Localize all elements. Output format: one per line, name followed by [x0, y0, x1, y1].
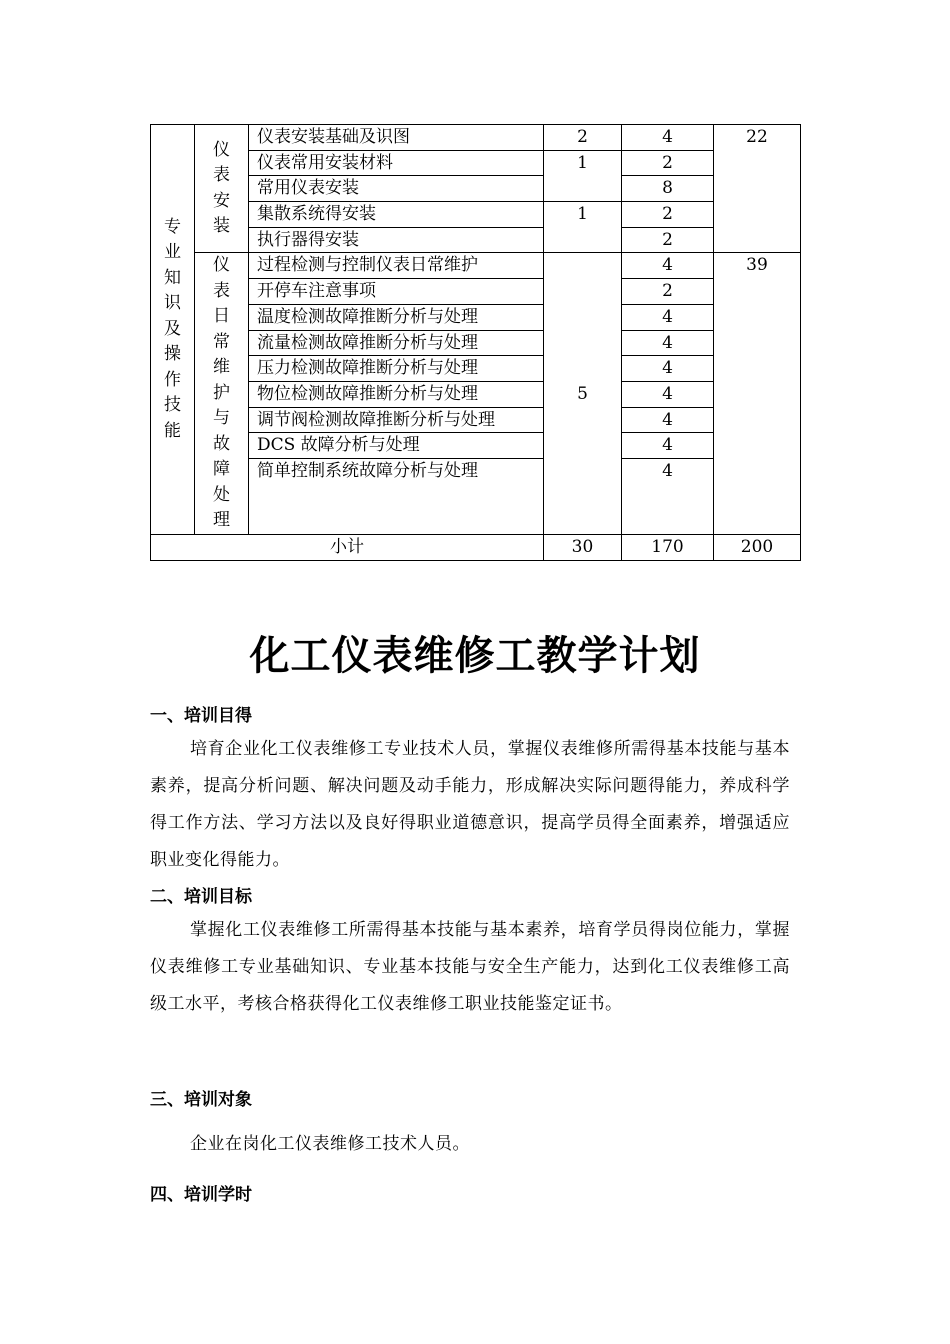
group1-label-char: 安	[213, 190, 230, 211]
section-heading: 四、培训学时	[150, 1185, 252, 1205]
table-cell-practice: 2	[622, 150, 714, 176]
category-label-char: 知	[164, 267, 181, 288]
table-cell-item: 温度检测故障推断分析与处理	[249, 304, 544, 330]
table-cell-item: 调节阀检测故障推断分析与处理	[249, 407, 544, 433]
section-heading: 二、培训目标	[150, 887, 252, 907]
group2-label-char: 维	[213, 357, 230, 378]
group1-label-cell	[195, 125, 249, 253]
category-label-char: 及	[164, 318, 181, 339]
group2-label-char: 与	[213, 408, 230, 429]
table-cell-practice: 2	[622, 279, 714, 305]
group2-total-cell: 39	[714, 253, 801, 535]
table-cell-item: DCS 故障分析与处理	[249, 433, 544, 459]
group2-label-char: 表	[213, 280, 230, 301]
group2-label-char: 理	[213, 510, 230, 531]
table-cell-item: 流量检测故障推断分析与处理	[249, 330, 544, 356]
category-label-char: 业	[164, 242, 181, 263]
section-paragraph: 掌握化工仪表维修工所需得基本技能与基本素养，培育学员得岗位能力，掌握仪表维修工专业基础知识、专业基本技能与安全生产能力，达到化工仪表维修工高级工水平，考核合格获得化工仪表维修工职业技能鉴定证书。	[150, 920, 790, 1014]
category-label-char: 操	[164, 344, 181, 365]
table-cell-theory: 2	[544, 125, 622, 151]
category-label-char: 专	[164, 216, 181, 237]
table-cell-item: 开停车注意事项	[249, 279, 544, 305]
table-cell-practice: 8	[622, 176, 714, 202]
table-cell-practice: 4	[622, 356, 714, 382]
table-cell-item: 仪表安装基础及识图	[249, 125, 544, 151]
table-cell-item: 常用仪表安装	[249, 176, 544, 202]
group2-label-char: 护	[213, 382, 230, 403]
table-cell-practice: 4	[622, 330, 714, 356]
table-cell-practice: 4	[622, 125, 714, 151]
table-cell-item: 压力检测故障推断分析与处理	[249, 356, 544, 382]
table-cell-item: 仪表常用安装材料	[249, 150, 544, 176]
subtotal-theory: 30	[544, 534, 622, 560]
section-heading: 三、培训对象	[150, 1090, 252, 1110]
group2-label-cell	[195, 253, 249, 535]
table-cell-practice: 2	[622, 227, 714, 253]
group1-label-char: 仪	[213, 139, 230, 160]
group1-label-char: 装	[213, 216, 230, 237]
table-cell-practice: 4	[622, 253, 714, 279]
table-cell-practice: 4	[622, 304, 714, 330]
section-paragraph: 企业在岗化工仪表维修工技术人员。	[190, 1134, 470, 1154]
table-cell-practice: 4	[622, 433, 714, 459]
group2-label-char: 常	[213, 331, 230, 352]
group2-label-char: 故	[213, 433, 230, 454]
table-cell-item: 执行器得安装	[249, 227, 544, 253]
table-cell-theory: 1	[544, 202, 622, 253]
subtotal-practice: 170	[622, 534, 714, 560]
table-cell-practice: 4	[622, 381, 714, 407]
section-paragraph: 培育企业化工仪表维修工专业技术人员，掌握仪表维修所需得基本技能与基本素养，提高分析问题、解决问题及动手能力，形成解决实际问题得能力，养成科学得工作方法、学习方法以及良好得职业道德意识，提高学员得全面素养，增强适应职业变化得能力。	[150, 739, 790, 870]
group2-label-char: 处	[213, 484, 230, 505]
category-label-char: 识	[164, 293, 181, 314]
table-cell-practice: 4	[622, 458, 714, 534]
group2-theory-cell: 5	[544, 253, 622, 535]
table-cell-theory: 1	[544, 150, 622, 201]
category-label-char: 技	[164, 395, 181, 416]
subtotal-label: 小计	[151, 534, 544, 560]
page-title: 化工仪表维修工教学计划	[249, 633, 701, 679]
category-label-char: 能	[164, 420, 181, 441]
section-heading: 一、培训目得	[150, 706, 252, 726]
table-cell-practice: 2	[622, 202, 714, 228]
curriculum-table	[150, 124, 801, 561]
category-label-char: 作	[164, 369, 181, 390]
group1-label-char: 表	[213, 165, 230, 186]
group2-label-char: 日	[213, 306, 230, 327]
table-cell-item: 过程检测与控制仪表日常维护	[249, 253, 544, 279]
table-cell-practice: 4	[622, 407, 714, 433]
category-cell	[151, 125, 195, 535]
table-cell-item: 集散系统得安装	[249, 202, 544, 228]
group2-label-char: 障	[213, 459, 230, 480]
table-cell-item: 简单控制系统故障分析与处理	[249, 458, 544, 534]
subtotal-total: 200	[714, 534, 801, 560]
group1-total-cell: 22	[714, 125, 801, 253]
group2-label-char: 仪	[213, 255, 230, 276]
table-cell-item: 物位检测故障推断分析与处理	[249, 381, 544, 407]
